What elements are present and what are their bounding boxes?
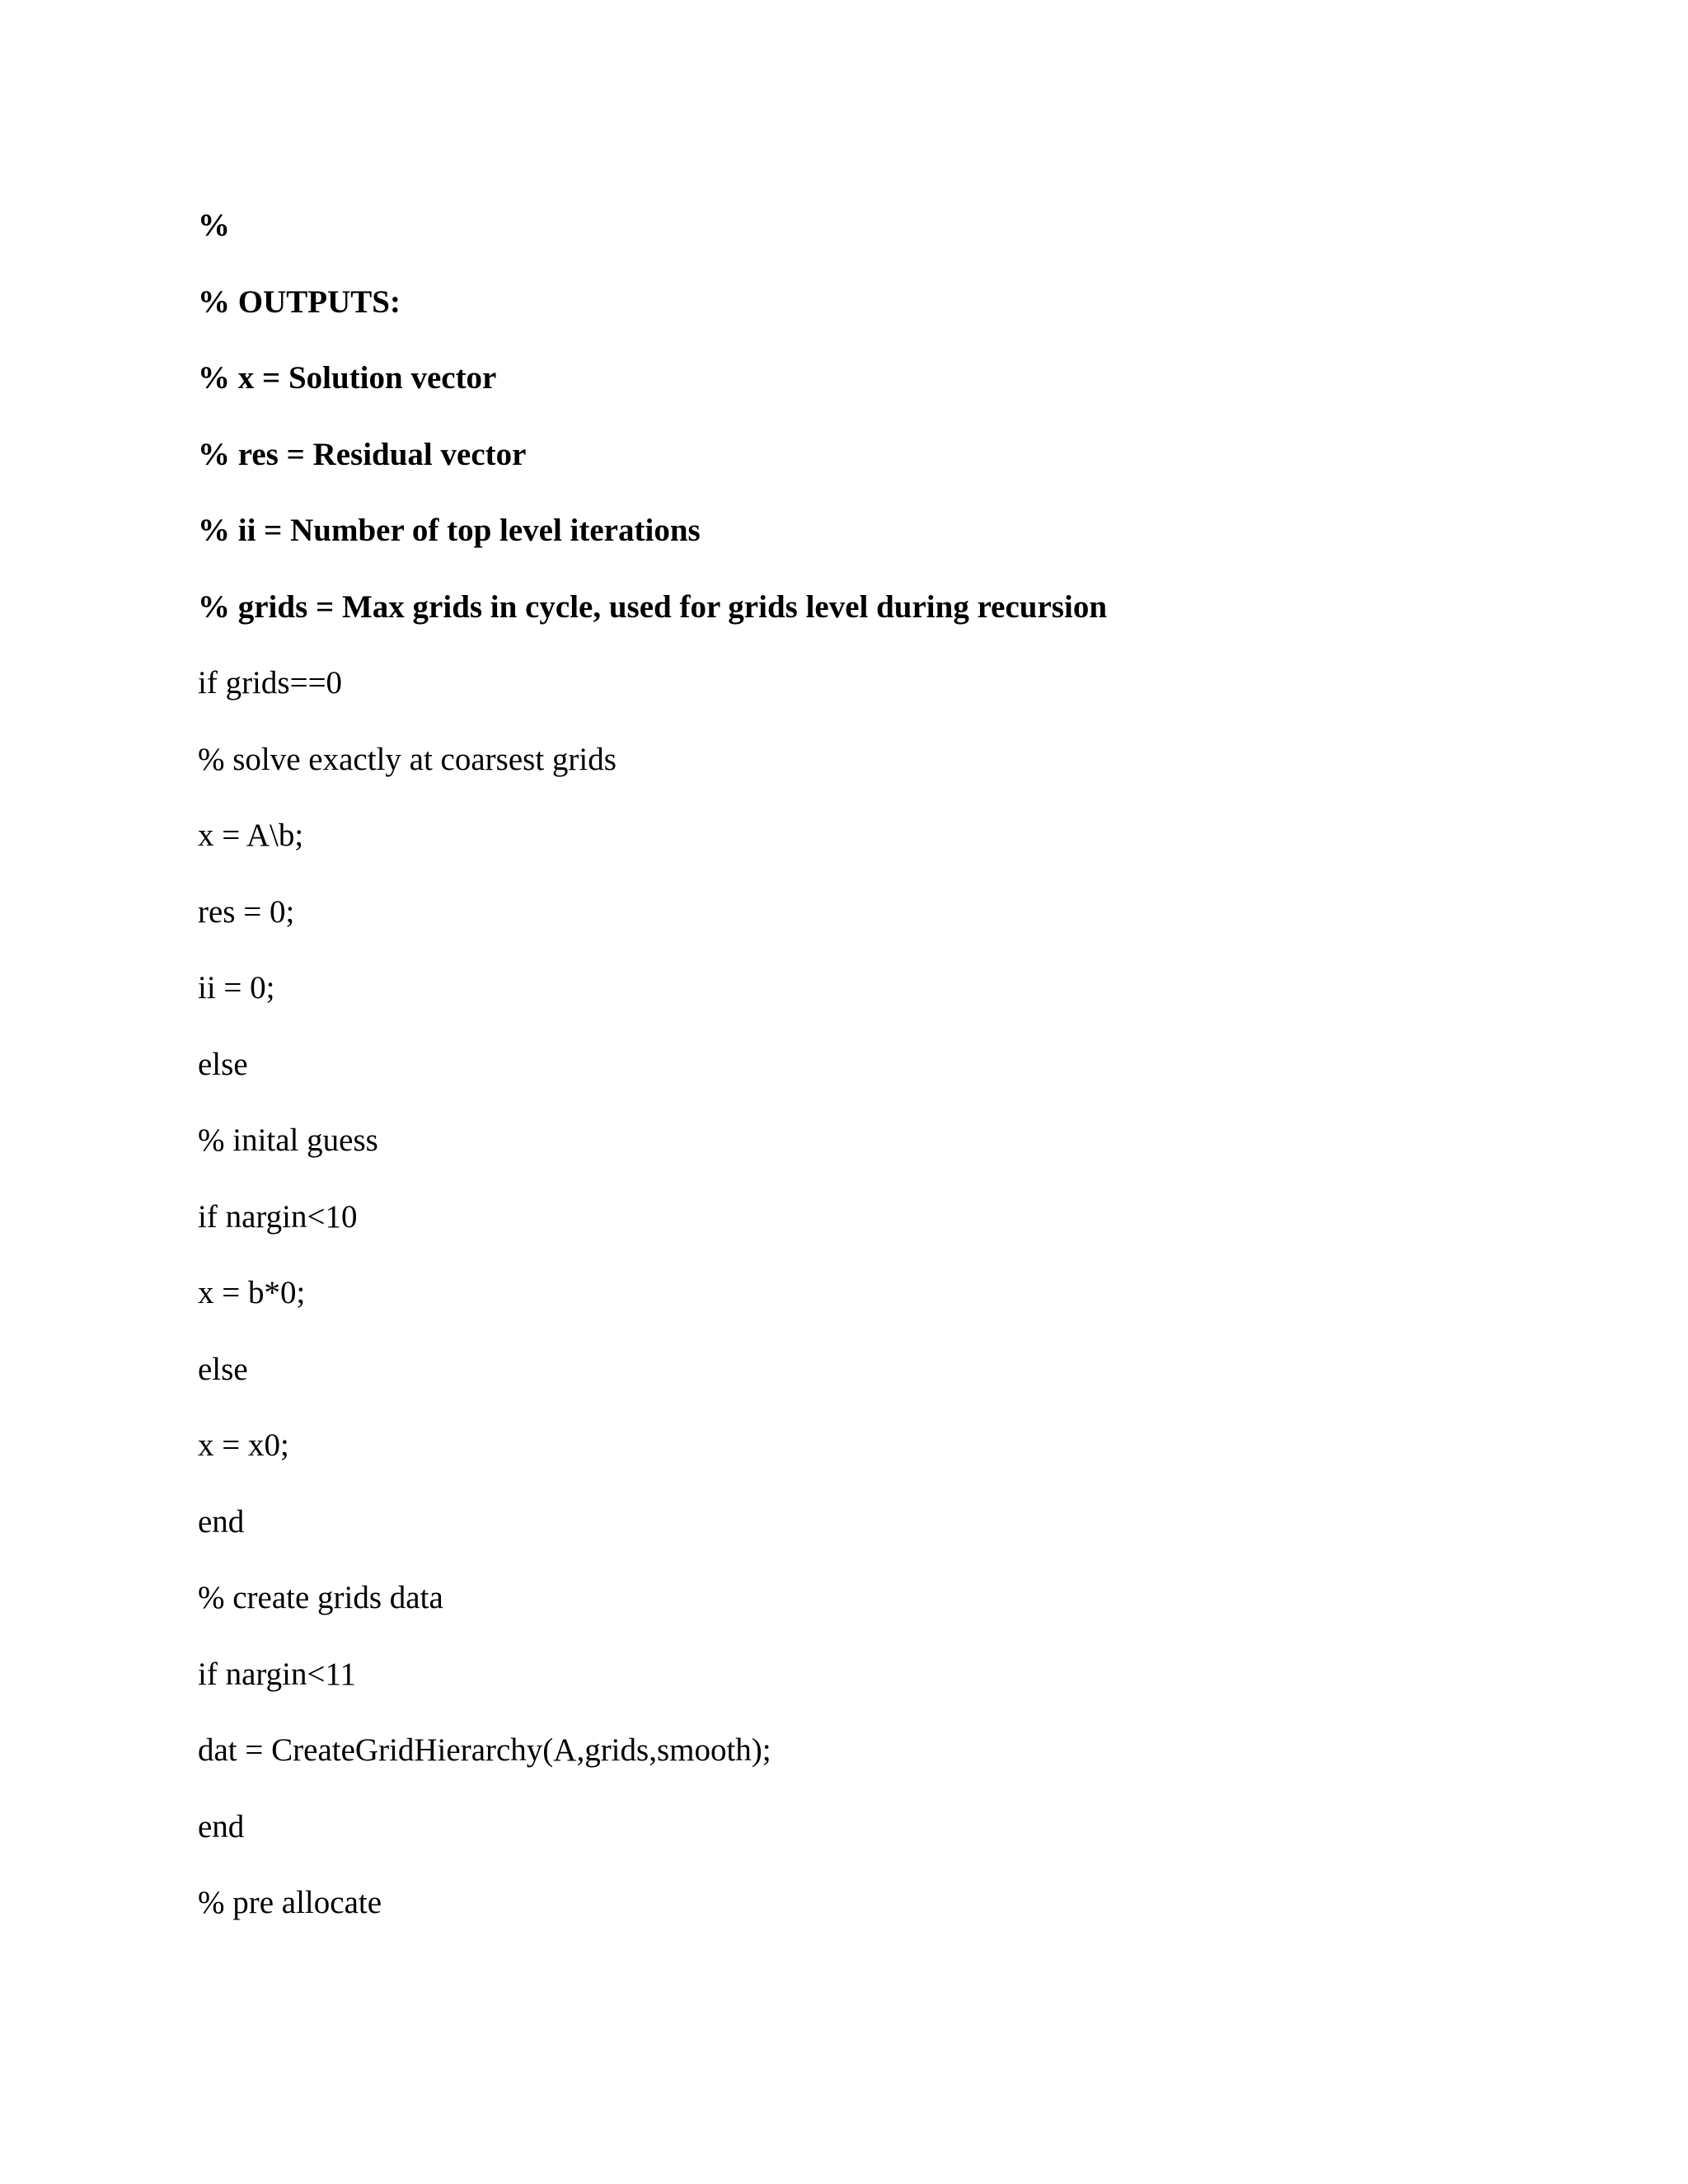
code-line: if nargin<10 — [198, 1198, 358, 1235]
code-line: % grids = Max grids in cycle, used for grids level during recursion — [198, 588, 1108, 625]
code-line: if grids==0 — [198, 665, 343, 701]
code-line: % x = Solution vector — [198, 360, 497, 396]
code-line: x = x0; — [198, 1427, 289, 1463]
code-line: % inital guess — [198, 1122, 378, 1158]
code-line: dat = CreateGridHierarchy(A,grids,smooth); — [198, 1732, 771, 1768]
code-line: x = b*0; — [198, 1275, 306, 1310]
code-listing — [198, 188, 1107, 1942]
code-line: res = 0; — [198, 893, 295, 930]
code-line: % OUTPUTS: — [198, 284, 401, 320]
code-line: ii = 0; — [198, 970, 275, 1005]
code-line: if nargin<11 — [198, 1656, 357, 1692]
code-line: % create grids data — [198, 1580, 443, 1615]
code-line: % ii = Number of top level iterations — [198, 513, 701, 548]
code-line: % — [198, 208, 230, 243]
code-line: % solve exactly at coarsest grids — [198, 741, 617, 777]
code-line: x = A\b; — [198, 818, 304, 853]
code-line: else — [198, 1351, 248, 1387]
code-line: end — [198, 1503, 245, 1540]
code-line: else — [198, 1046, 248, 1082]
code-line: % res = Residual vector — [198, 436, 527, 472]
code-line: % pre allocate — [198, 1885, 382, 1920]
code-line: end — [198, 1808, 245, 1844]
